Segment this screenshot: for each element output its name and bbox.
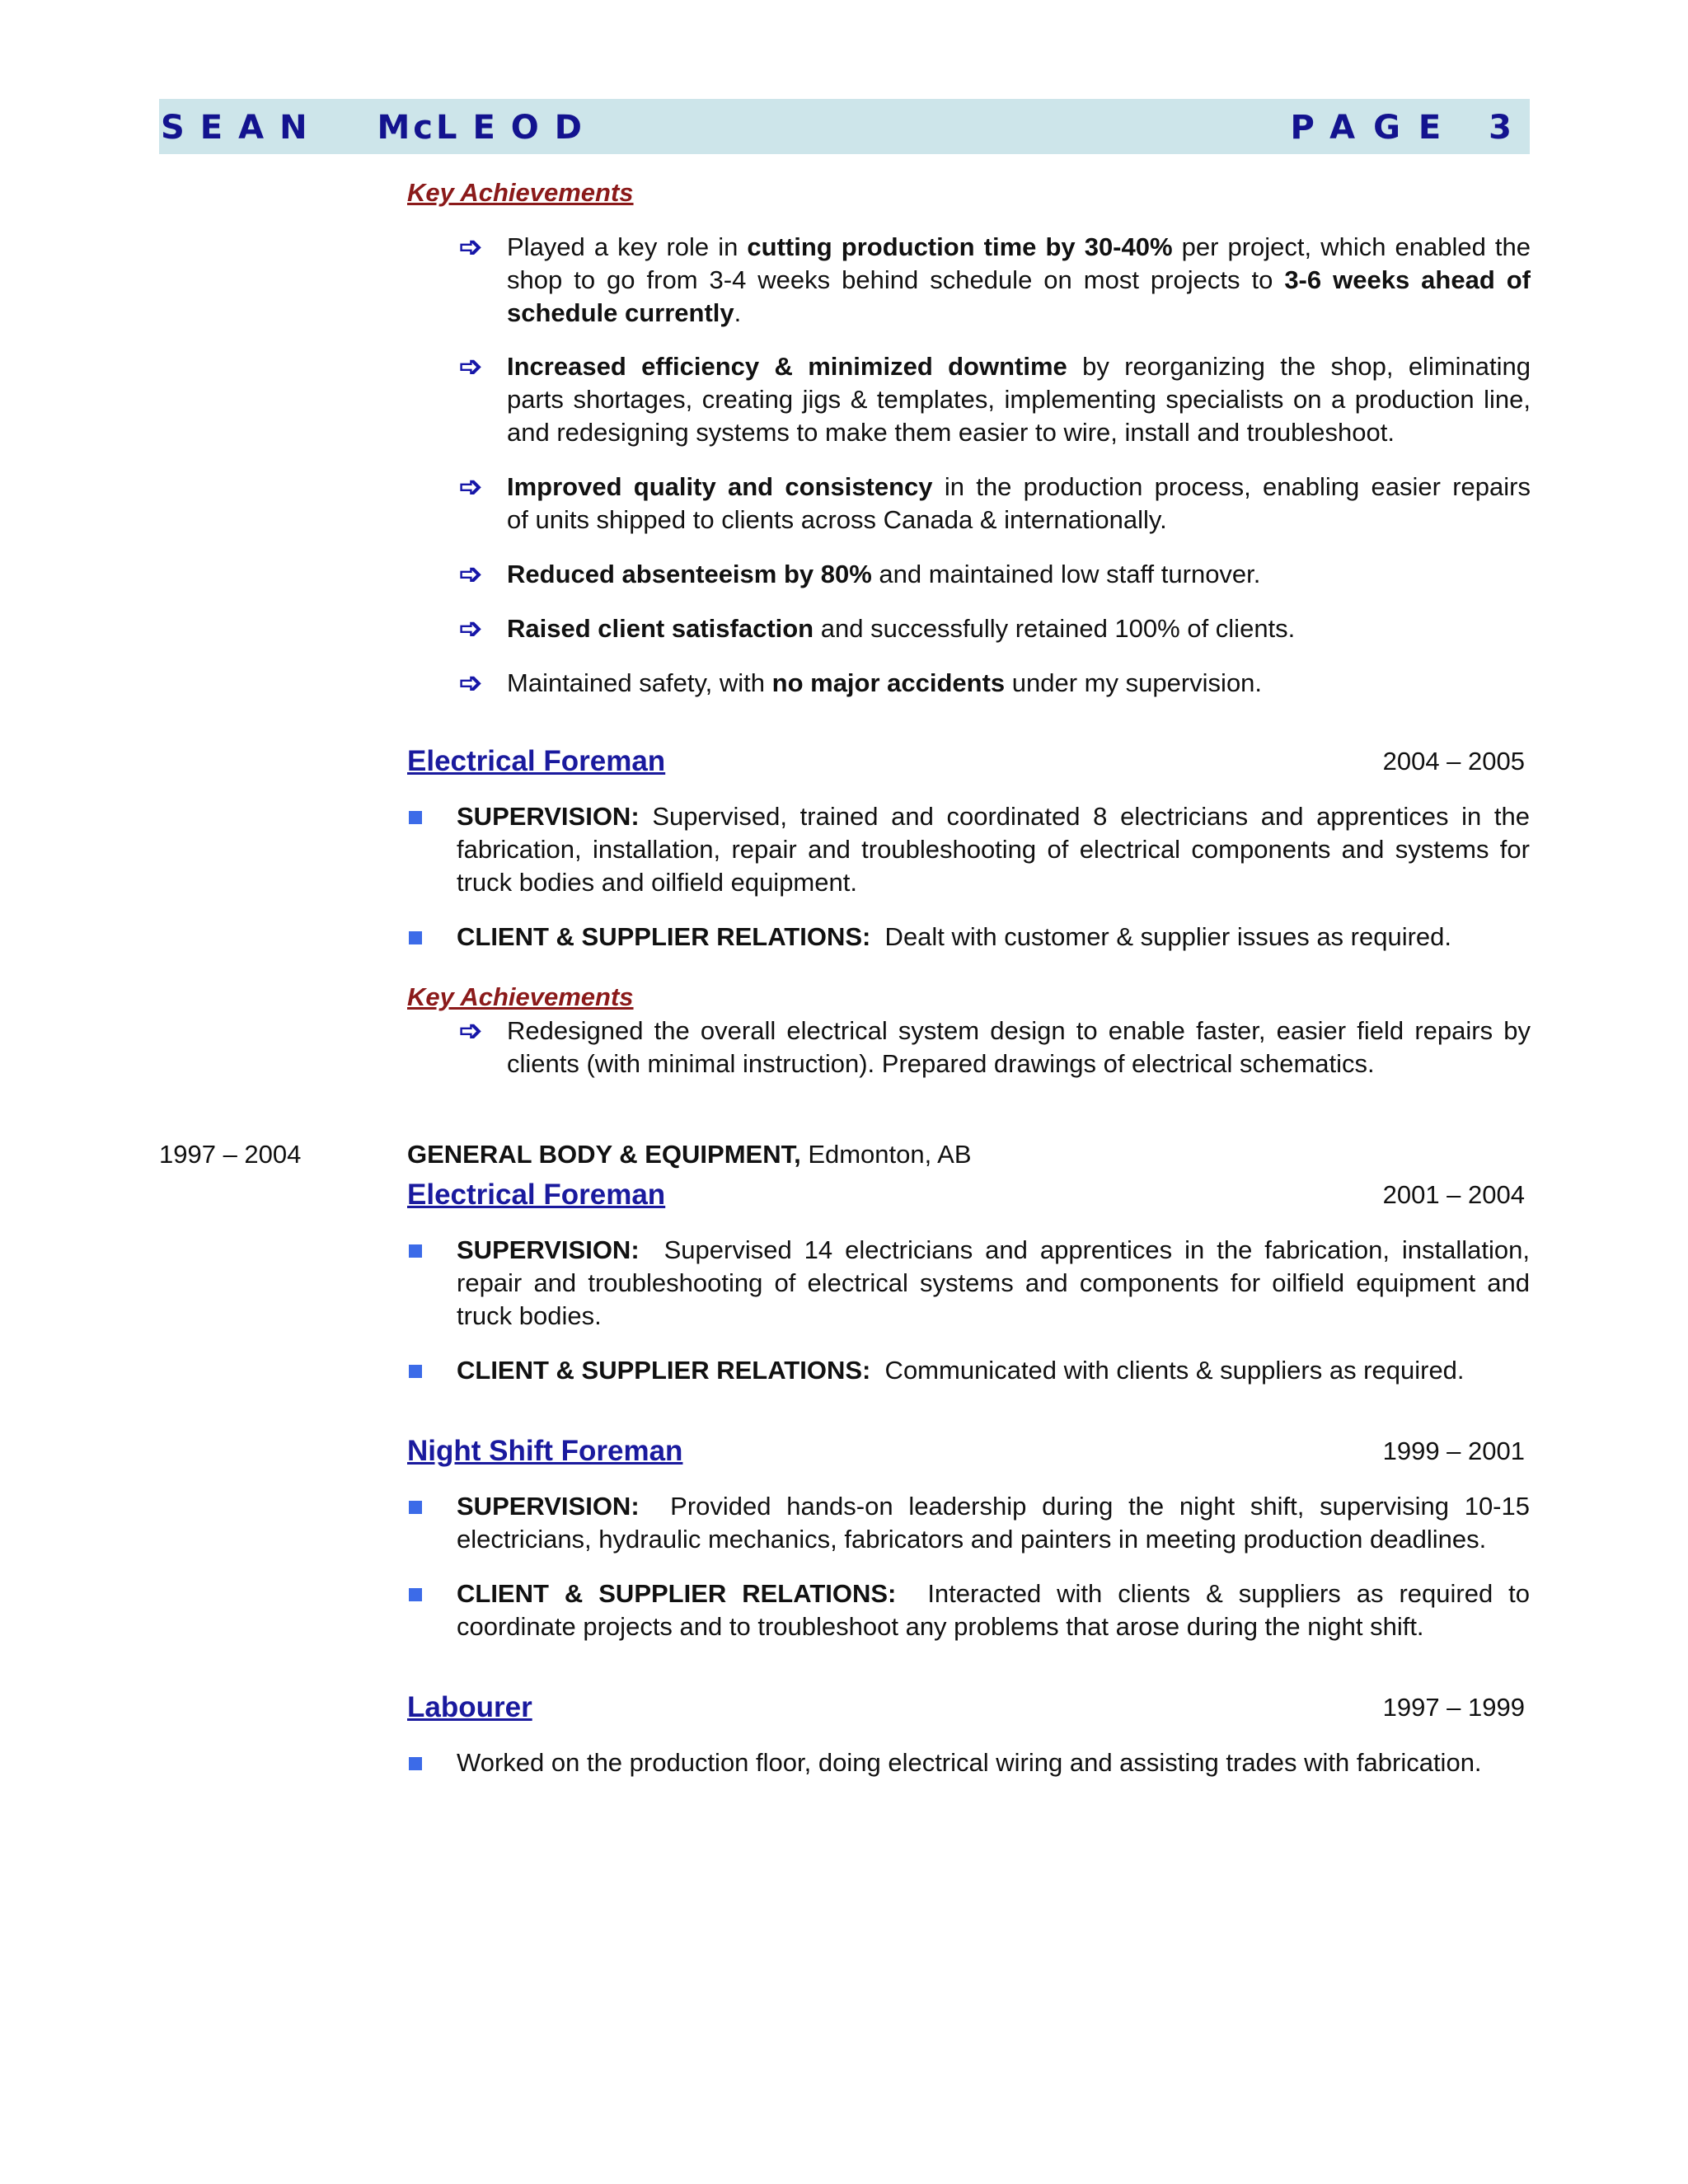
item-text-line: parts shortages, creating jigs & templates, implementing specialists on a production line,: [507, 385, 1531, 414]
key-achievements-heading: Key Achievements: [407, 982, 634, 1011]
achievement-item: [459, 612, 1531, 645]
achievement-item: [459, 667, 1531, 700]
page-number: PAGE 3: [1290, 109, 1530, 147]
header-band: [159, 99, 1530, 154]
item-text: [507, 667, 1531, 700]
item-text-line: CLIENT & SUPPLIER RELATIONS: Communicated with clients & suppliers as required.: [457, 1356, 1465, 1385]
achievement-item: [459, 471, 1531, 537]
item-text: [457, 1354, 1530, 1387]
square-bullet-icon: [409, 1588, 422, 1601]
item-text-line: CLIENT & SUPPLIER RELATIONS: Interacted with clients & suppliers as required to: [457, 1579, 1531, 1608]
job-title: Electrical Foreman: [407, 1179, 666, 1211]
achievement-item: [459, 231, 1531, 330]
item-text-line: and redesigning systems to make them easier to wire, install and troubleshoot.: [507, 418, 1395, 447]
square-bullet-icon: [409, 1501, 422, 1514]
square-bullet-icon: [409, 1244, 422, 1258]
item-text-line: CLIENT & SUPPLIER RELATIONS: Dealt with customer & supplier issues as required.: [457, 922, 1452, 951]
job-years: 1999 – 2001: [1382, 1436, 1525, 1465]
duty-item: [409, 921, 1530, 954]
arrow-bullet-icon: ➩: [459, 613, 483, 644]
item-text: [457, 1577, 1530, 1643]
item-text-line: schedule currently.: [507, 298, 742, 327]
arrow-bullet-icon: ➩: [459, 559, 483, 590]
square-bullet-icon: [409, 1365, 422, 1378]
item-text: [507, 350, 1531, 449]
item-text-line: truck bodies.: [457, 1301, 602, 1330]
item-text: [457, 1234, 1530, 1333]
item-text-line: Maintained safety, with no major accidents under my supervision.: [507, 668, 1263, 697]
item-text-line: Played a key role in cutting production time by 30-40% per project, which enabled the: [507, 232, 1531, 261]
item-text: [457, 1746, 1530, 1779]
item-text: [507, 558, 1531, 591]
item-text-line: Improved quality and consistency in the production process, enabling easier repairs: [507, 472, 1531, 501]
duty-item: [409, 1577, 1530, 1643]
name-mc: Mc: [377, 109, 436, 147]
item-text-line: clients (with minimal instruction). Prepared drawings of electrical schematics.: [507, 1049, 1375, 1078]
job-years: 1997 – 1999: [1382, 1693, 1525, 1722]
arrow-bullet-icon: ➩: [459, 471, 483, 503]
item-text-line: SUPERVISION: Provided hands-on leadership during the night shift, supervising 10-15: [457, 1492, 1530, 1521]
duty-item: [409, 800, 1530, 899]
item-text-line: Redesigned the overall electrical system design to enable faster, easier field repairs by: [507, 1016, 1531, 1045]
item-text: [457, 921, 1530, 954]
duty-item: [409, 1746, 1530, 1779]
arrow-bullet-icon: ➩: [459, 232, 483, 263]
employer: [407, 1138, 972, 1171]
achievement-item: [459, 558, 1531, 591]
duty-item: [409, 1490, 1530, 1556]
item-text-line: electricians, hydraulic mechanics, fabricators and painters in meeting production deadlines.: [457, 1525, 1487, 1554]
job-years: 2001 – 2004: [1382, 1180, 1525, 1209]
item-text: [507, 612, 1531, 645]
square-bullet-icon: [409, 931, 422, 944]
item-text-line: of units shipped to clients across Canada & internationally.: [507, 505, 1167, 534]
item-text: [507, 231, 1531, 330]
duty-item: [409, 1354, 1530, 1387]
company-location: Edmonton, AB: [800, 1140, 972, 1169]
arrow-bullet-icon: ➩: [459, 351, 483, 382]
item-text-line: truck bodies and oilfield equipment.: [457, 868, 857, 897]
item-text-line: Worked on the production floor, doing electrical wiring and assisting trades with fabrication.: [457, 1748, 1482, 1777]
arrow-bullet-icon: ➩: [459, 668, 483, 699]
item-text: [457, 800, 1530, 899]
job-title: Night Shift Foreman: [407, 1435, 683, 1467]
arrow-bullet-icon: ➩: [459, 1015, 483, 1047]
item-text-line: Increased efficiency & minimized downtime by reorganizing the shop, eliminating: [507, 352, 1531, 381]
item-text-line: fabrication, installation, repair and troubleshooting of electrical components and systems for: [457, 835, 1530, 864]
item-text: [457, 1490, 1530, 1556]
name-first: SEAN: [161, 109, 323, 147]
item-text-line: Raised client satisfaction and successfully retained 100% of clients.: [507, 614, 1296, 643]
item-text-line: shop to go from 3-4 weeks behind schedule on most projects to 3-6 weeks ahead of: [507, 265, 1531, 294]
item-text-line: coordinate projects and to troubleshoot any problems that arose during the night shift.: [457, 1612, 1424, 1641]
item-text-line: SUPERVISION: Supervised, trained and coordinated 8 electricians and apprentices in the: [457, 802, 1530, 831]
item-text-line: repair and troubleshooting of electrical systems and components for oilfield equipment and: [457, 1268, 1530, 1297]
item-text-line: SUPERVISION: Supervised 14 electricians and apprentices in the fabrication, installation,: [457, 1235, 1530, 1264]
job-years: 2004 – 2005: [1382, 747, 1525, 776]
square-bullet-icon: [409, 811, 422, 824]
job-title: Labourer: [407, 1691, 532, 1723]
item-text: [507, 471, 1531, 537]
square-bullet-icon: [409, 1757, 422, 1770]
achievement-item: [459, 1015, 1531, 1080]
job-title: Electrical Foreman: [407, 745, 666, 777]
key-achievements-heading: Key Achievements: [407, 178, 634, 207]
applicant-name: [161, 109, 598, 147]
employment-years: 1997 – 2004: [159, 1140, 302, 1169]
duty-item: [409, 1234, 1530, 1333]
name-last: LEOD: [435, 109, 598, 147]
achievement-item: [459, 350, 1531, 449]
company-name: GENERAL BODY & EQUIPMENT,: [407, 1140, 801, 1169]
item-text-line: Reduced absenteeism by 80% and maintained low staff turnover.: [507, 560, 1261, 588]
item-text: [507, 1015, 1531, 1080]
